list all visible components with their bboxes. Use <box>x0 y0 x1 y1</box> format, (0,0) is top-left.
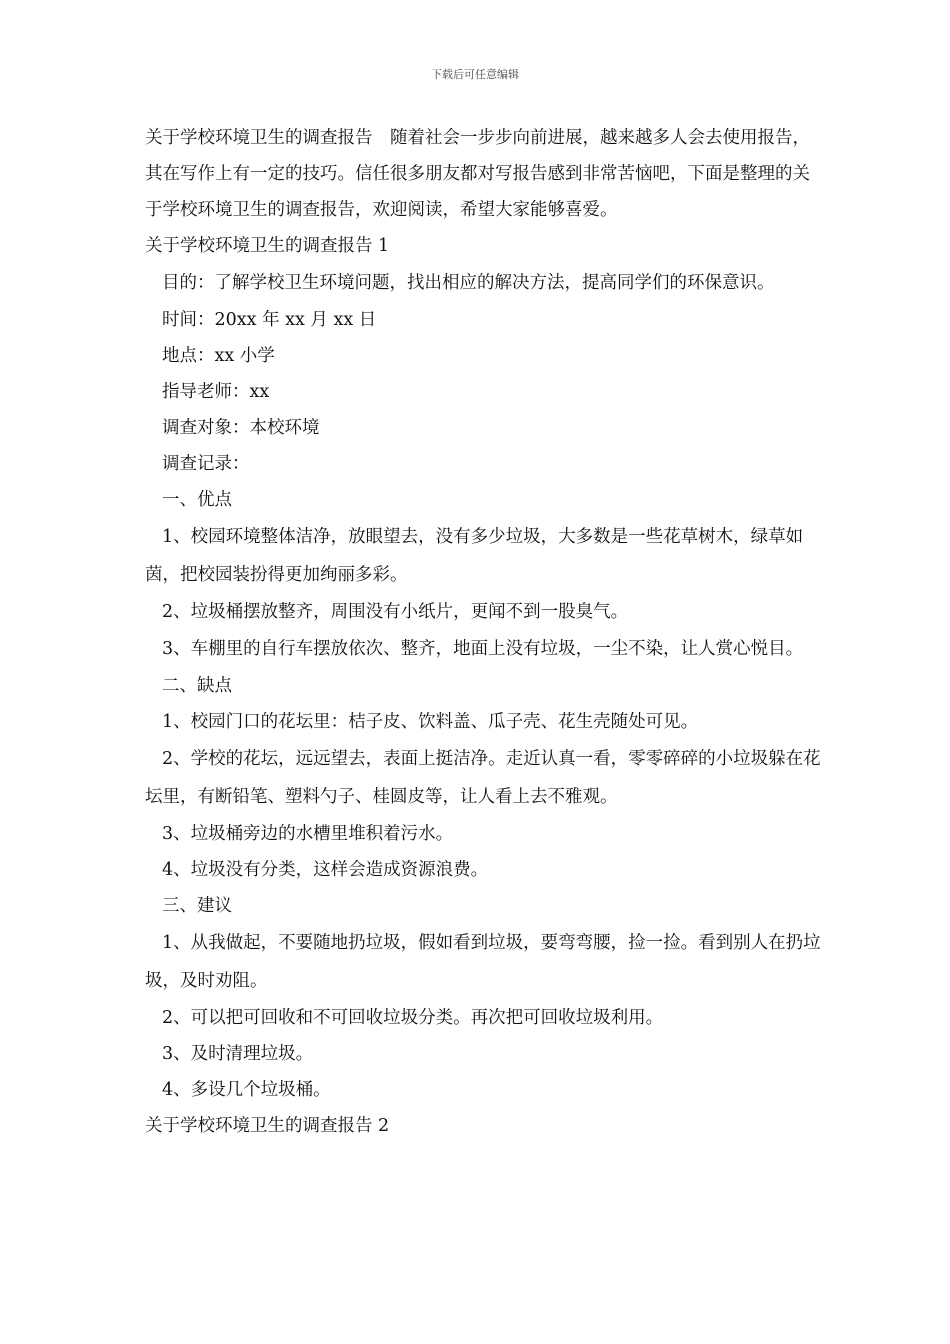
document-body <box>145 120 825 1144</box>
report-title-2: 关于学校环境卫生的调查报告 2 <box>145 1116 390 1136</box>
place-line: 地点：xx 小学 <box>162 346 275 366</box>
purpose-paragraph: 目的：了解学校卫生环境问题，找出相应的解决方法，提高同学们的环保意识。 <box>162 273 775 293</box>
teacher-line: 指导老师：xx <box>162 382 270 402</box>
suggestion-item: 3、及时清理垃圾。 <box>162 1044 314 1064</box>
section-heading-disadvantages: 二、缺点 <box>162 676 232 696</box>
advantage-item: 3、车棚里的自行车摆放依次、整齐，地面上没有垃圾，一尘不染，让人赏心悦目。 <box>162 639 804 659</box>
disadvantage-item: 4、垃圾没有分类，这样会造成资源浪费。 <box>162 860 489 880</box>
disadvantage-item: 3、垃圾桶旁边的水槽里堆积着污水。 <box>162 824 454 844</box>
suggestion-item: 4、多设几个垃圾桶。 <box>162 1080 331 1100</box>
advantage-item: 1、校园环境整体洁净，放眼望去，没有多少垃圾，大多数是一些花草树木，绿草如茵，把校园装扮得更加绚丽多彩。 <box>145 527 804 585</box>
record-line: 调查记录： <box>162 454 250 474</box>
section-heading-advantages: 一、优点 <box>162 490 232 510</box>
suggestion-item: 1、从我做起，不要随地扔垃圾，假如看到垃圾，要弯弯腰，捡一捡。看到别人在扔垃圾，及时劝阻。 <box>145 933 821 991</box>
section-heading-suggestions: 三、建议 <box>162 896 232 916</box>
object-line: 调查对象：本校环境 <box>162 418 320 438</box>
advantage-item: 2、垃圾桶摆放整齐，周围没有小纸片，更闻不到一股臭气。 <box>162 602 629 622</box>
suggestion-item: 2、可以把可回收和不可回收垃圾分类。再次把可回收垃圾利用。 <box>162 1008 664 1028</box>
disadvantage-item: 1、校园门口的花坛里：桔子皮、饮料盖、瓜子壳、花生壳随处可见。 <box>162 712 699 732</box>
time-line: 时间：20xx 年 xx 月 xx 日 <box>162 310 377 330</box>
disadvantage-item: 2、学校的花坛，远远望去，表面上挺洁净。走近认真一看，零零碎碎的小垃圾躲在花坛里，有断铅笔、塑料勺子、桂圆皮等，让人看上去不雅观。 <box>145 749 821 807</box>
report-title-1: 关于学校环境卫生的调查报告 1 <box>145 236 390 256</box>
page-header: 下载后可任意编辑 <box>431 68 519 81</box>
intro-paragraph: 关于学校环境卫生的调查报告 随着社会一步步向前进展，越来越多人会去使用报告，其在写作上有一定的技巧。信任很多朋友都对写报告感到非常苦恼吧，下面是整理的关于学校环境卫生的调查报告，欢迎阅读，希望大家能够喜爱。 <box>145 128 810 220</box>
